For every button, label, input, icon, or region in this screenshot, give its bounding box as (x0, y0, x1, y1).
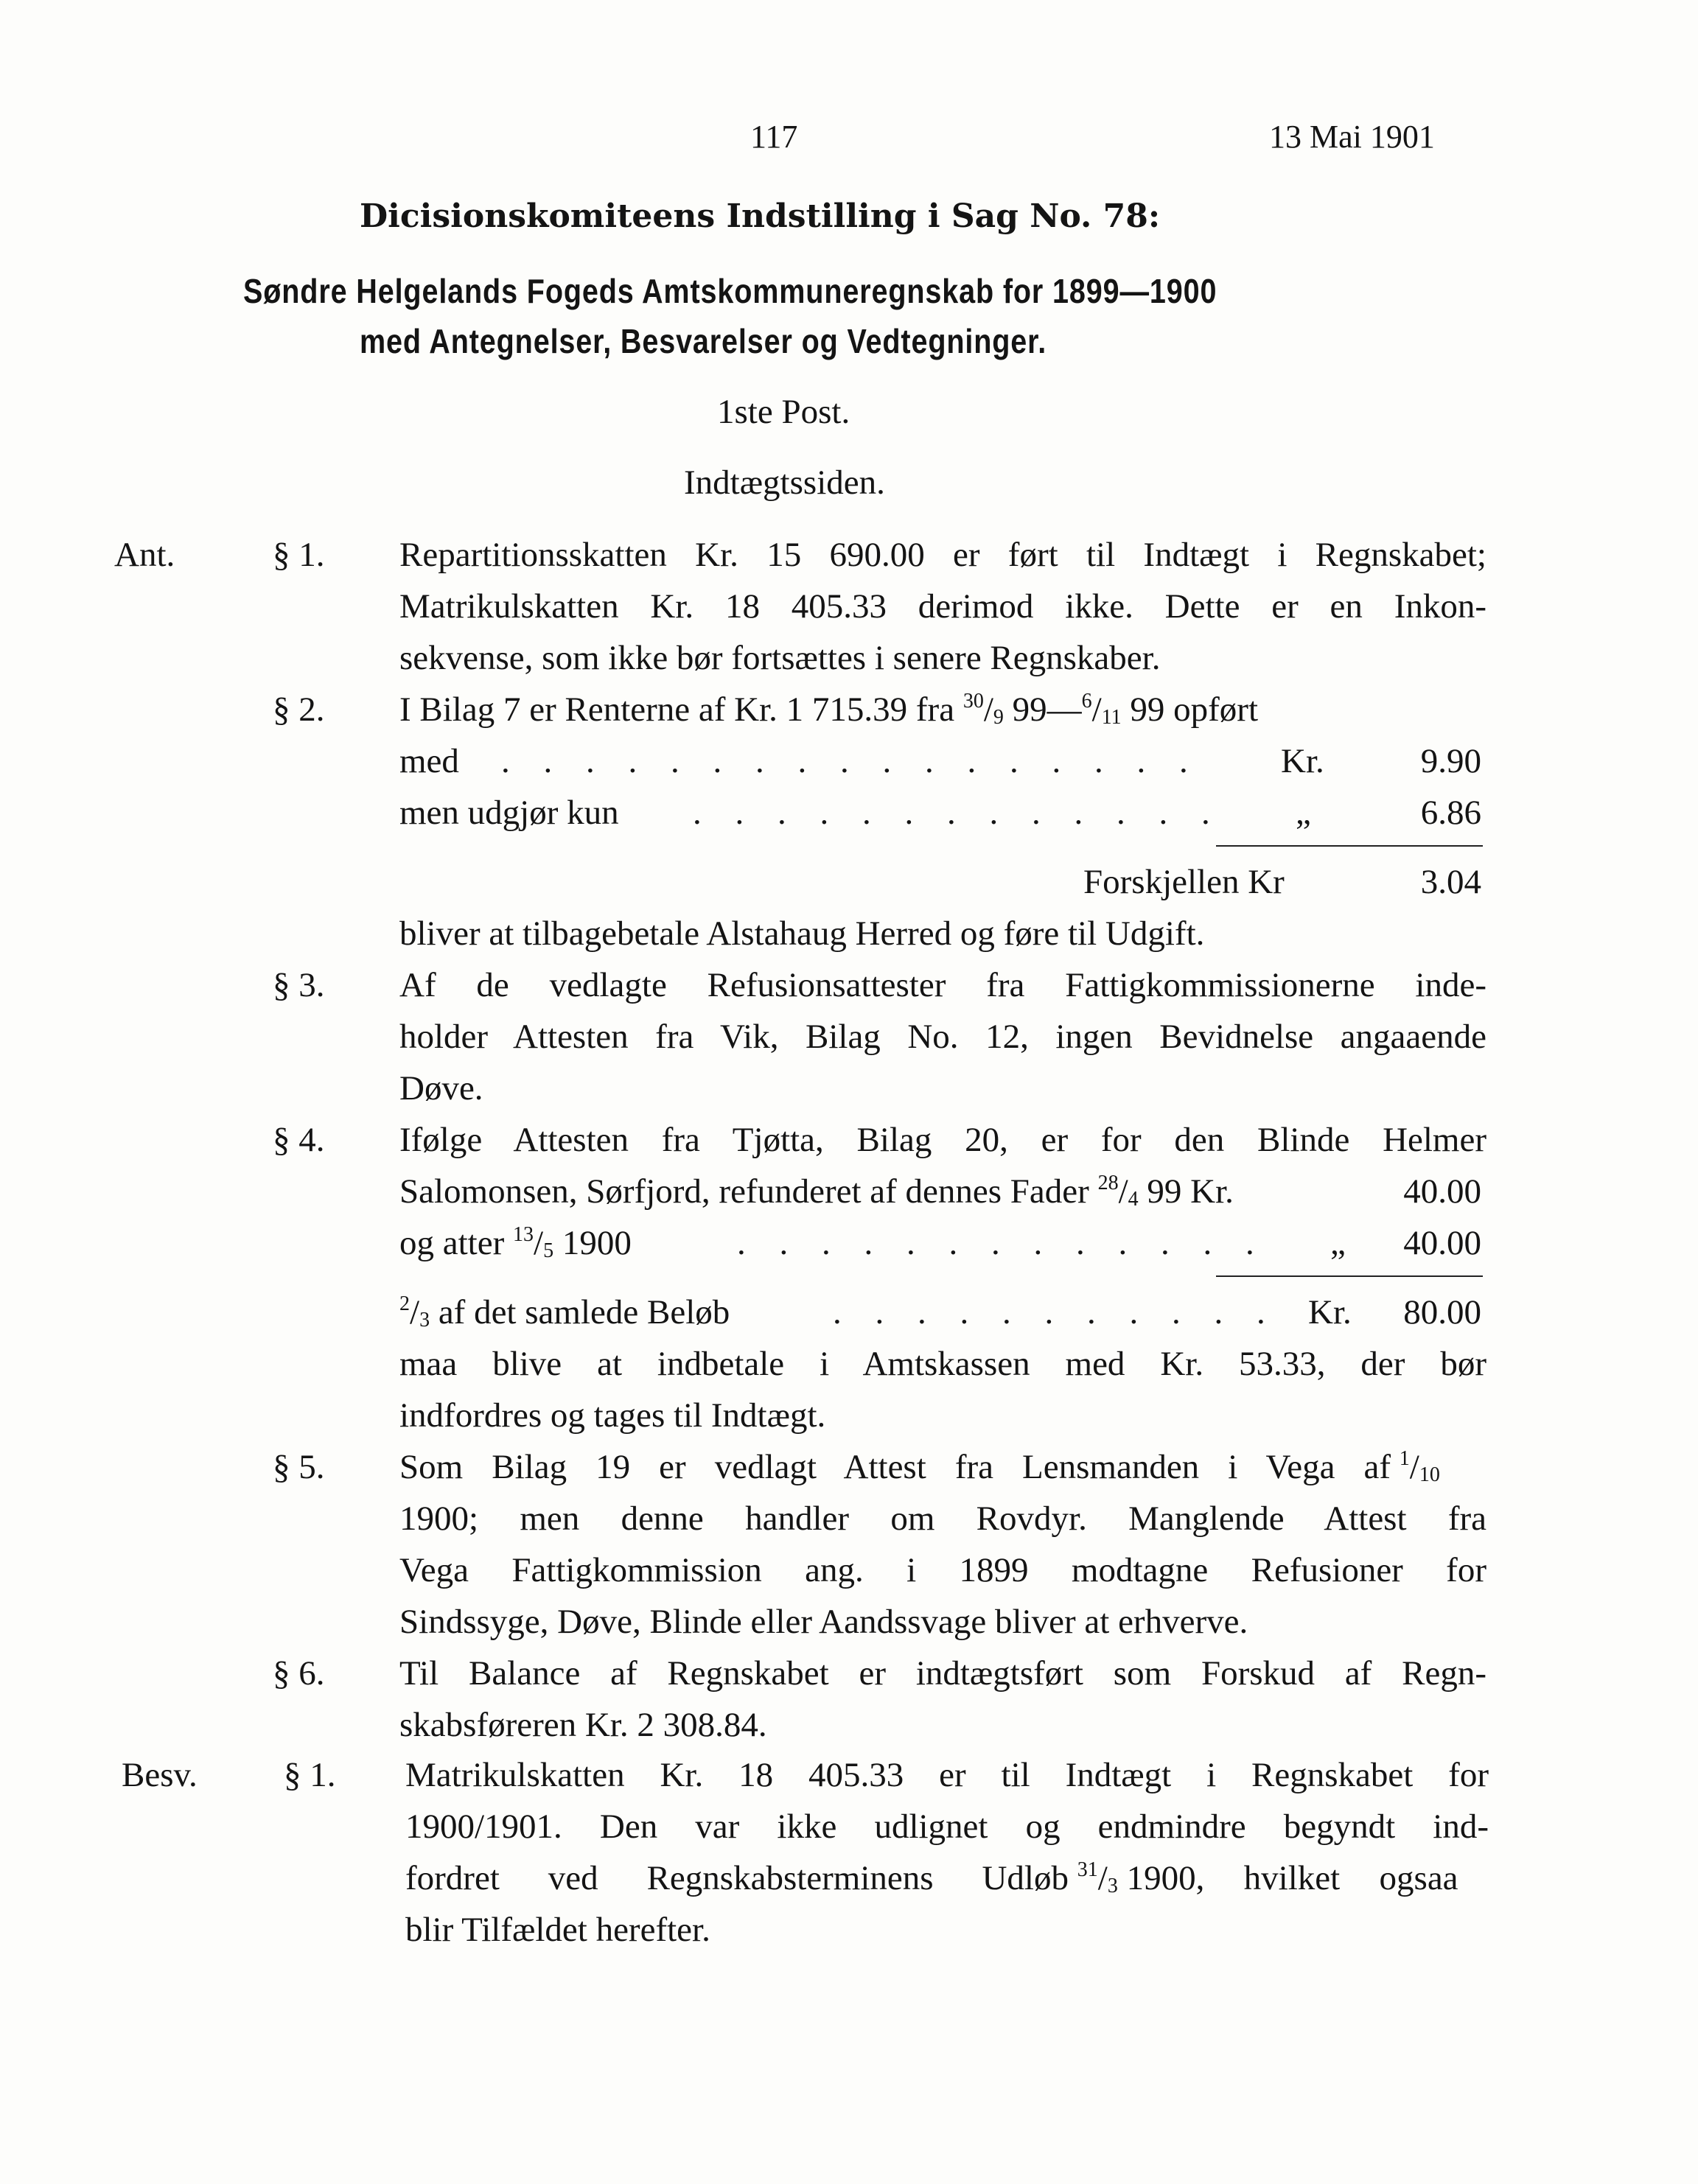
fraction-denominator: 5 (543, 1239, 554, 1262)
answer-1-line-1: Matrikulskatten Kr. 18 405.33 er til Indtægt i Regnskabet for (405, 1756, 1489, 1794)
dot-leader: . . . . . . . . . . . (833, 1293, 1278, 1331)
section-label: § 5. (273, 1448, 325, 1486)
section-3-line-1: Af de vedlagte Refusionsattester fra Fattigkommissionerne inde- (399, 966, 1486, 1004)
amount: 9.90 (1420, 742, 1481, 780)
section-4-line-6: indfordres og tages til Indtægt. (399, 1396, 826, 1435)
fraction-denominator: 11 (1101, 706, 1122, 729)
section-label: § 4. (273, 1121, 325, 1159)
section-2-line-1: I Bilag 7 er Renterne af Kr. 1 715.39 fra $^{30}/_9$ $99—^6/_{11}$ 99 opført (399, 690, 1259, 729)
section-label: § 1. (273, 536, 325, 574)
currency-unit: Kr. (1308, 1293, 1352, 1331)
section-4-line-3: og atter $^{13}/_5$ 1900 (399, 1223, 632, 1262)
section-label: § 1. (284, 1756, 336, 1794)
difference-label: Forskjellen Kr (1083, 863, 1285, 901)
page-number: 117 (750, 119, 798, 155)
amount: 3.04 (1420, 863, 1481, 901)
section-1-line-2: Matrikulskatten Kr. 18 405.33 derimod ikke. Dette er en Inkon- (399, 587, 1486, 626)
section-3-line-2: holder Attesten fra Vik, Bilag No. 12, ingen Bevidnelse angaaende (399, 1018, 1486, 1056)
section-label: § 2. (273, 690, 325, 729)
fraction-denominator: 9 (993, 706, 1004, 729)
section-5-line-3: Vega Fattigkommission ang. i 1899 modtagne Refusioner for (399, 1551, 1486, 1589)
post-heading: 1ste Post. (717, 393, 850, 431)
page-date: 13 Mai 1901 (1269, 119, 1435, 155)
section-heading: Indtægtssiden. (684, 463, 885, 502)
fraction-numerator: 1 (1399, 1447, 1410, 1470)
section-label: § 6. (273, 1654, 325, 1693)
answer-1-line-2: 1900/1901. Den var ikke udlignet og endmindre begyndt ind- (405, 1807, 1489, 1846)
section-6-line-2: skabsføreren Kr. 2 308.84. (399, 1706, 767, 1744)
section-4-line-5: maa blive at indbetale i Amtskassen med Kr. 53.33, der bør (399, 1345, 1486, 1383)
amount: 80.00 (1403, 1293, 1481, 1331)
section-6-line-1: Til Balance af Regnskabet er indtægtsført som Forskud af Regn- (399, 1654, 1486, 1693)
row-label: men udgjør kun (399, 794, 619, 832)
fraction-numerator: 2 (399, 1292, 410, 1315)
section-4-line-2: Salomonsen, Sørfjord, refunderet af dennes Fader $^{28}/_4$ 99 Kr. (399, 1172, 1234, 1211)
document-title: Dicisionskomiteens Indstilling i Sag No. 78: (360, 197, 1161, 235)
ditto-mark: „ (1296, 794, 1311, 832)
section-5-line-4: Sindssyge, Døve, Blinde eller Aandssvage bliver at erhverve. (399, 1603, 1248, 1641)
document-subtitle-line2: med Antegnelser, Besvarelser og Vedtegninger. (360, 322, 1047, 360)
section-5-line-2: 1900; men denne handler om Rovdyr. Manglende Attest fra (399, 1499, 1486, 1538)
section-label: § 3. (273, 966, 325, 1004)
section-4-sum-line: $^2/_3$ af det samlede Beløb (399, 1292, 730, 1331)
dot-leader: . . . . . . . . . . . . . (737, 1224, 1267, 1262)
answer-1-line-3: fordret ved Regnskabsterminens Udløb $^{31}/_3$ 1900, hvilket ogsaa (405, 1858, 1458, 1897)
fraction-numerator: 30 (962, 690, 984, 713)
section-2-line-last: bliver at tilbagebetale Alstahaug Herred og føre til Udgift. (399, 914, 1205, 953)
fraction-denominator: 10 (1419, 1463, 1440, 1486)
fraction-numerator: 13 (513, 1223, 534, 1246)
section-4-line-1: Ifølge Attesten fra Tjøtta, Bilag 20, er for den Blinde Helmer (399, 1121, 1486, 1159)
fraction-numerator: 28 (1097, 1172, 1119, 1194)
answer-1-line-4: blir Tilfældet herefter. (405, 1911, 710, 1949)
margin-label-ant: Ant. (114, 536, 175, 574)
fraction-numerator: 6 (1081, 690, 1092, 713)
row-label: med (399, 742, 459, 780)
section-1-line-3: sekvense, som ikke bør fortsættes i senere Regnskaber. (399, 639, 1161, 677)
dot-leader: . . . . . . . . . . . . . . . . . (501, 742, 1201, 780)
section-5-line-1: Som Bilag 19 er vedlagt Attest fra Lensmanden i Vega af $^1/_{10}$ (399, 1447, 1440, 1486)
dot-leader: . . . . . . . . . . . . . (693, 794, 1223, 832)
margin-label-besv: Besv. (122, 1756, 198, 1794)
sum-rule (1216, 1275, 1483, 1277)
amount: 40.00 (1403, 1172, 1481, 1211)
ditto-mark: „ (1330, 1224, 1346, 1262)
amount: 6.86 (1420, 794, 1481, 832)
fraction-numerator: 31 (1077, 1858, 1098, 1881)
section-1-line-1: Repartitionsskatten Kr. 15 690.00 er ført til Indtægt i Regnskabet; (399, 536, 1486, 574)
fraction-denominator: 3 (1107, 1875, 1118, 1897)
amount: 40.00 (1403, 1224, 1481, 1262)
fraction-denominator: 4 (1128, 1188, 1139, 1211)
currency-unit: Kr. (1281, 742, 1324, 780)
sum-rule (1216, 845, 1483, 847)
section-3-line-3: Døve. (399, 1069, 483, 1107)
fraction-denominator: 3 (419, 1309, 430, 1331)
document-subtitle-line1: Søndre Helgelands Fogeds Amtskommuneregnskab for 1899—1900 (243, 272, 1217, 310)
